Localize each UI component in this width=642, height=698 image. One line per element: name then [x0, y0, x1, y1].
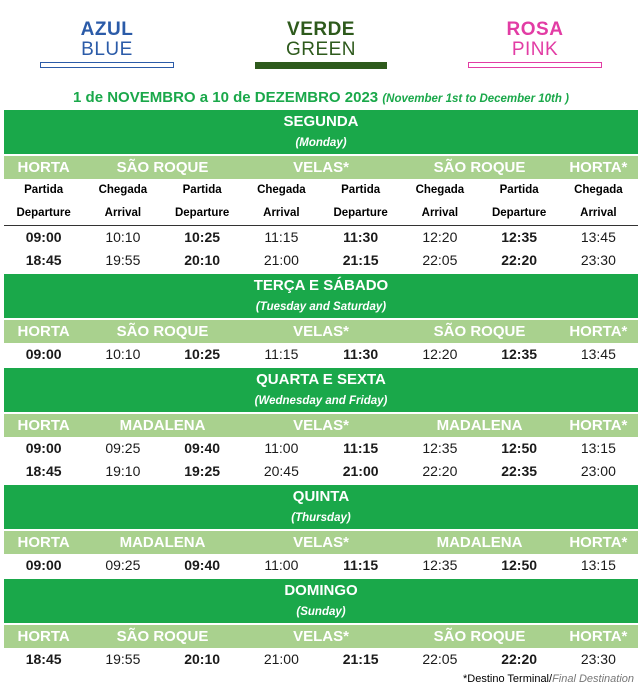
footnote-en: Final Destination	[552, 673, 634, 685]
period-pt: 1 de NOVEMBRO a 10 de DEZEMBRO 2023	[73, 89, 379, 106]
time-row	[4, 554, 638, 577]
arrival-time: 12:35	[422, 440, 458, 456]
arrival-time: 22:20	[422, 463, 458, 479]
arrival-time: 11:15	[264, 229, 299, 245]
legend-blue-en: BLUE	[81, 39, 133, 60]
time-row	[4, 437, 638, 460]
port-name: SÃO ROQUE	[433, 159, 526, 176]
arrival-time: 23:30	[580, 252, 616, 268]
port-name: HORTA*	[569, 534, 628, 551]
port-name: SÃO ROQUE	[116, 628, 209, 645]
port-name: HORTA	[17, 323, 70, 340]
departure-time: 22:20	[501, 252, 538, 268]
arrival-time: 11:00	[264, 440, 299, 456]
port-name: HORTA*	[569, 323, 628, 340]
departure-time: 09:40	[184, 557, 221, 573]
day-header	[4, 485, 638, 529]
port-name: VELAS*	[293, 417, 349, 434]
label-partida: Partida	[341, 184, 381, 196]
label-departure: Departure	[333, 207, 388, 219]
port-name: HORTA*	[569, 159, 628, 176]
port-name: VELAS*	[293, 628, 349, 645]
port-name: SÃO ROQUE	[433, 628, 526, 645]
port-name: MADALENA	[119, 534, 206, 551]
departure-time: 21:15	[342, 651, 379, 667]
departure-time: 11:15	[343, 440, 379, 456]
port-header-row	[4, 414, 638, 437]
arrival-time: 23:30	[580, 651, 616, 667]
arrival-time: 13:45	[580, 229, 616, 245]
arrival-time: 09:25	[105, 557, 141, 573]
port-name: HORTA*	[569, 417, 628, 434]
legend-pink	[468, 20, 602, 60]
legend-green-pt: VERDE	[287, 19, 355, 40]
time-row	[4, 648, 638, 671]
departure-time: 22:20	[501, 651, 538, 667]
time-row	[4, 226, 638, 249]
port-header-row	[4, 320, 638, 343]
day-header	[4, 274, 638, 318]
arrival-time: 21:00	[263, 651, 299, 667]
day-name: QUARTA E SEXTA	[256, 371, 386, 388]
legend-blue	[40, 20, 174, 60]
legend-blue-pt: AZUL	[80, 19, 134, 40]
arrival-time: 12:20	[422, 229, 458, 245]
arrival-time: 11:15	[264, 346, 299, 362]
label-partida: Partida	[24, 184, 64, 196]
arrival-time: 13:15	[580, 440, 616, 456]
port-name: VELAS*	[293, 159, 349, 176]
arrival-time: 20:45	[263, 463, 299, 479]
arrival-time: 10:10	[105, 229, 141, 245]
day-name-en: (Thursday)	[291, 512, 351, 524]
departure-time: 12:50	[501, 557, 538, 573]
label-arrival: Arrival	[580, 207, 617, 219]
port-name: VELAS*	[293, 534, 349, 551]
departure-time: 09:40	[184, 440, 221, 456]
day-header	[4, 368, 638, 412]
color-legend	[0, 0, 642, 80]
label-arrival: Arrival	[421, 207, 459, 219]
departure-time: 10:25	[184, 346, 221, 362]
departure-time: 12:50	[501, 440, 538, 456]
label-chegada: Chegada	[574, 184, 623, 196]
port-name: HORTA*	[569, 628, 628, 645]
arrival-time: 23:00	[580, 463, 616, 479]
arrival-time: 22:05	[422, 651, 458, 667]
port-header-row	[4, 156, 638, 179]
day-name-en: (Wednesday and Friday)	[254, 395, 388, 407]
departure-time: 18:45	[25, 463, 62, 479]
port-header-row	[4, 625, 638, 648]
column-label-row-en	[4, 202, 638, 226]
arrival-time: 21:00	[263, 252, 299, 268]
period-en: (November 1st to December 10th )	[382, 93, 569, 105]
day-header	[4, 110, 638, 154]
departure-time: 11:15	[343, 557, 379, 573]
departure-time: 12:35	[501, 346, 538, 362]
departure-time: 19:25	[184, 463, 221, 479]
label-arrival: Arrival	[263, 207, 300, 219]
departure-time: 09:00	[25, 557, 62, 573]
port-name: SÃO ROQUE	[116, 159, 209, 176]
port-name: MADALENA	[436, 417, 523, 434]
legend-pink-en: PINK	[511, 39, 559, 60]
legend-blue-bar	[40, 62, 174, 68]
port-name: HORTA	[17, 534, 70, 551]
legend-green-bar	[255, 62, 387, 69]
day-name: TERÇA E SÁBADO	[253, 277, 389, 294]
arrival-time: 12:20	[422, 346, 458, 362]
ferry-schedule-table	[4, 110, 638, 673]
label-departure: Departure	[174, 207, 230, 219]
departure-time: 09:00	[25, 440, 62, 456]
day-name: SEGUNDA	[283, 113, 359, 130]
departure-time: 09:00	[25, 229, 62, 245]
arrival-time: 10:10	[105, 346, 141, 362]
day-name: QUINTA	[292, 488, 350, 505]
time-row	[4, 343, 638, 366]
arrival-time: 13:15	[580, 557, 616, 573]
legend-pink-bar	[468, 62, 602, 68]
legend-green-en: GREEN	[285, 39, 357, 60]
departure-time: 22:35	[501, 463, 538, 479]
footnote	[463, 673, 634, 685]
label-departure: Departure	[16, 207, 71, 219]
label-chegada: Chegada	[98, 184, 148, 196]
port-name: HORTA	[17, 628, 70, 645]
arrival-time: 09:25	[105, 440, 141, 456]
label-partida: Partida	[499, 184, 539, 196]
column-label-row	[4, 179, 638, 202]
day-name-en: (Tuesday and Saturday)	[255, 301, 387, 313]
departure-time: 21:00	[342, 463, 379, 479]
port-name: HORTA	[17, 159, 70, 176]
port-name: MADALENA	[436, 534, 523, 551]
footnote-pt: *Destino Terminal/	[463, 673, 553, 685]
day-name: DOMINGO	[284, 582, 358, 599]
port-name: HORTA	[17, 417, 70, 434]
departure-time: 11:30	[343, 346, 379, 362]
departure-time: 09:00	[25, 346, 62, 362]
arrival-time: 19:55	[105, 252, 141, 268]
label-partida: Partida	[182, 184, 222, 196]
departure-time: 20:10	[184, 651, 221, 667]
port-name: MADALENA	[119, 417, 206, 434]
day-header	[4, 579, 638, 623]
port-name: VELAS*	[293, 323, 349, 340]
departure-time: 11:30	[343, 229, 379, 245]
departure-time: 12:35	[501, 229, 538, 245]
legend-green	[255, 20, 387, 60]
arrival-time: 11:00	[264, 557, 299, 573]
time-row	[4, 460, 638, 483]
label-arrival: Arrival	[104, 207, 142, 219]
day-name-en: (Sunday)	[296, 606, 346, 618]
arrival-time: 13:45	[580, 346, 616, 362]
port-name: SÃO ROQUE	[433, 323, 526, 340]
port-name: SÃO ROQUE	[116, 323, 209, 340]
departure-time: 18:45	[25, 252, 62, 268]
label-chegada: Chegada	[415, 184, 465, 196]
arrival-time: 12:35	[422, 557, 458, 573]
departure-time: 18:45	[25, 651, 62, 667]
arrival-time: 19:10	[105, 463, 141, 479]
day-name-en: (Monday)	[295, 137, 347, 149]
port-header-row	[4, 531, 638, 554]
arrival-time: 19:55	[105, 651, 141, 667]
legend-pink-pt: ROSA	[506, 19, 564, 40]
time-row	[4, 249, 638, 272]
label-chegada: Chegada	[257, 184, 306, 196]
schedule-period	[0, 88, 642, 109]
departure-time: 21:15	[342, 252, 379, 268]
departure-time: 20:10	[184, 252, 221, 268]
arrival-time: 22:05	[422, 252, 458, 268]
label-departure: Departure	[491, 207, 547, 219]
departure-time: 10:25	[184, 229, 221, 245]
